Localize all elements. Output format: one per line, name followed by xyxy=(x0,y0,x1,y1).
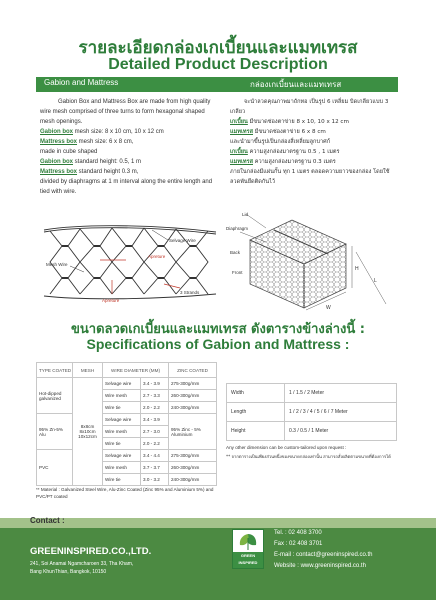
logo-text-inspired: INSPIRED xyxy=(238,560,258,565)
intro-en: Gabion Box and Mattress Box are made from high quality wire mesh comprised of three turns to form hexagonal shaped mesh openings. xyxy=(40,99,211,125)
dimension-label: Length xyxy=(227,403,285,422)
dimension-value: 1 / 2 / 3 / 4 / 5 / 6 / 7 Meter xyxy=(285,403,397,422)
strands-label: 3 Strands xyxy=(180,290,200,295)
gabion-mesh-text-th: มีขนาดช่องตาข่าย 8 x 10, 10 x 12 cm xyxy=(247,119,349,125)
gabion-mesh-label-th: เกเบี้ยน xyxy=(230,119,248,125)
mesh-diagram xyxy=(40,214,220,306)
shape-th: และนำมาขึ้นรูปเป็นกล่องสี่เหลี่ยมลูกบาศก์ xyxy=(230,139,331,145)
gabion-box-diagram xyxy=(226,212,398,312)
spec-diameter-cell: 3.4 - 3.9 xyxy=(141,414,169,426)
company-address-line1: 241, Soi Anamai Ngamcharoen 33, Tha Kham, xyxy=(30,561,134,567)
material-note: ** Material : Galvanized Steel Wire, Alu-Zinc Coated (Zinc 95% and Aluminium 5%) and PVC/PT coated xyxy=(36,487,214,499)
mattress-mesh-label-th: แมทเทรส xyxy=(230,129,253,135)
section-band-left: Gabion and Mattress xyxy=(44,78,119,87)
description-english xyxy=(40,97,218,197)
spec-diameter-cell: 2.7 - 3.3 xyxy=(141,390,169,402)
green-inspired-logo xyxy=(232,529,264,569)
mattress-mesh-text-th: มีขนาดช่องตาข่าย 6 x 8 cm xyxy=(253,129,326,135)
table-row xyxy=(227,403,397,422)
spec-zinc-cell: 275-300g/mm xyxy=(169,450,217,462)
spec-zinc-cell: 240-300g/mm xyxy=(169,402,217,414)
mesh-wire-label: Mesh Wire xyxy=(46,262,68,267)
spec-header-mesh: MESH xyxy=(73,363,103,378)
spec-wire-cell: Wire mesh xyxy=(103,390,141,402)
mattress-mesh-text-en: mesh size: 6 x 8 cm, xyxy=(77,139,134,145)
spec-header-row xyxy=(37,363,217,378)
description-thai xyxy=(230,97,398,187)
email-link[interactable]: E-mail : contact@greeninspired.co.th xyxy=(274,552,373,558)
spec-zinc-cell: 240-300g/mm xyxy=(169,474,217,486)
contact-label: Contact : xyxy=(30,516,65,525)
spec-zinc-cell: 275-300g/mm xyxy=(169,378,217,390)
table-row xyxy=(37,450,217,462)
box-w-label: W xyxy=(326,305,331,311)
dimension-note-thai: ** จากตารางเป็นเพียงส่วนหนึ่งของขนาดกล่องเท่านั้น สามารถสั่งผลิตตามขนาดที่ต้องการได้ xyxy=(226,454,391,459)
section-band xyxy=(36,77,398,92)
intro-th: จะนำลวดคุณภาพมาถักทอ เป็นรูป 6 เหลี่ยม บิดเกลียวแบบ 3 เกลียว xyxy=(230,99,389,115)
spec-wire-cell: Selvage wire xyxy=(103,450,141,462)
company-name: GREENINSPIRED.CO.,LTD. xyxy=(30,546,152,557)
box-lid-label: Lid xyxy=(242,212,249,217)
box-back-label: Back xyxy=(230,250,241,255)
spec-zinc-cell: 95% Zinc - 5% Aluminium xyxy=(169,414,217,450)
spec-wire-cell: Selvage wire xyxy=(103,378,141,390)
spec-zinc-cell: 260-300g/mm xyxy=(169,462,217,474)
dimension-value: 1 / 1.5 / 2 Meter xyxy=(285,384,397,403)
website-link[interactable]: Website : www.greeninspired.co.th xyxy=(274,563,366,569)
page-title-english: Detailed Product Description xyxy=(108,56,328,73)
mesh-size: 8x10cm xyxy=(79,429,96,434)
gabion-height-text-th: ความสูงกล่องมาตรฐาน 0.5 , 1 เมตร xyxy=(247,149,340,155)
dimension-label: Height xyxy=(227,422,285,441)
spec-mesh-cell xyxy=(73,378,103,486)
length-dimension xyxy=(356,252,386,304)
fax-number: Fax : 02 408 3701 xyxy=(274,541,323,547)
gabion-height-label-th: เกเบี้ยน xyxy=(230,149,248,155)
spec-diameter-cell: 2.0 - 2.2 xyxy=(141,402,169,414)
strands-marker xyxy=(164,284,180,288)
table-row xyxy=(37,414,217,426)
gabion-height-text-en: standard height: 0.5, 1 m xyxy=(73,159,142,165)
dimension-note-english: Any other dimension can be custom-tailored upon request : xyxy=(226,445,347,450)
table-row xyxy=(37,378,217,390)
spec-type-cell: 95% Zn-5% Alu xyxy=(37,414,73,450)
spec-diameter-cell: 3.4 - 3.9 xyxy=(141,378,169,390)
spec-diameter-cell: 3.7 - 3.7 xyxy=(141,462,169,474)
spec-wire-cell: Wire mesh xyxy=(103,462,141,474)
lid-leader xyxy=(246,214,266,228)
dimension-table xyxy=(226,383,397,441)
footer xyxy=(0,516,436,600)
diaphragm-en: divided by diaphragms at 1 m interval along the entire length and tied with wire. xyxy=(40,179,213,195)
spec-zinc-cell: 260-300g/mm xyxy=(169,390,217,402)
spec-wire-cell: Wire tie xyxy=(103,402,141,414)
spec-wire-cell: Selvage wire xyxy=(103,414,141,426)
mattress-height-text-en: standard height 0.3 m, xyxy=(77,169,139,175)
footer-accent-bar xyxy=(0,518,436,528)
shape-en: made in cube shaped xyxy=(40,149,98,155)
phone-number: Tel. : 02 408 3700 xyxy=(274,530,322,536)
logo-wordmark xyxy=(233,552,263,568)
table-row xyxy=(227,384,397,403)
page-title-thai: รายละเอียดกล่องเกเบี้ยนและแมทเทรส xyxy=(78,38,358,58)
mattress-height-label-en: Mattress box xyxy=(40,169,78,175)
gabion-mesh-text-en: mesh size: 8 x 10 cm, 10 x 12 cm xyxy=(73,129,164,135)
spec-header-zinc: ZINC COATED xyxy=(169,363,217,378)
spec-diameter-cell: 2.0 - 2.2 xyxy=(141,438,169,450)
mattress-height-text-th: ความสูงกล่องมาตรฐาน 0.3 เมตร xyxy=(253,159,336,165)
table-row xyxy=(227,422,397,441)
mattress-height-label-th: แมทเทรส xyxy=(230,159,253,165)
spec-diameter-cell: 2.7 - 3.0 xyxy=(141,426,169,438)
spec-header-type: TYPE COATED xyxy=(37,363,73,378)
diaphragm-th: ภายในกล่องมีแผ่นกั้น ทุก 1 เมตร ตลอดความยาวของกล่อง โดยใช้ลวดพันยึดติดกันไว้ xyxy=(230,169,390,185)
hexagonal-mesh-drawing xyxy=(44,226,216,299)
box-front-label: Front xyxy=(232,270,243,275)
selvage-wire-label: Selvage Wire xyxy=(169,238,196,243)
spec-wire-cell: Wire mesh xyxy=(103,426,141,438)
spec-type-cell: Hot-dipped galvanized xyxy=(37,378,73,414)
specs-heading-thai: ขนาดลวดเกเบี้ยนและแมทเทรส ดังตารางข้างล่างนี้ : xyxy=(71,322,365,337)
aperture-bottom-label: Apreture xyxy=(102,298,120,303)
dimension-value: 0.3 / 0.5 / 1 Meter xyxy=(285,422,397,441)
spec-wire-cell: Wire tie xyxy=(103,438,141,450)
gabion-height-label-en: Gabion box xyxy=(40,159,73,165)
box-diaphragm-label: Diaphragm xyxy=(226,226,249,231)
logo-text-green: GREEN xyxy=(240,553,256,558)
spec-header-diameter: WIRE DIAMETER (MM) xyxy=(103,363,169,378)
leaf-icon xyxy=(233,530,263,552)
spec-diameter-cell: 3.4 - 4.4 xyxy=(141,450,169,462)
section-band-right: กล่องเกเบี้ยนและแมทเทรส xyxy=(250,80,342,89)
mattress-mesh-label-en: Mattress box xyxy=(40,139,78,145)
contact-details xyxy=(274,528,372,572)
mesh-size: 10x12cm xyxy=(78,434,97,439)
mesh-wire-leader xyxy=(70,266,84,272)
specs-heading-english: Specifications of Gabion and Mattress : xyxy=(86,336,350,352)
spec-table xyxy=(36,362,217,486)
dimension-label: Width xyxy=(227,384,285,403)
gabion-mesh-label-en: Gabion box xyxy=(40,129,73,135)
spec-diameter-cell: 3.0 - 3.2 xyxy=(141,474,169,486)
box-h-label: H xyxy=(355,266,359,272)
company-address-line2: Bang KhunThian, Bangkok, 10150 xyxy=(30,569,107,575)
spec-wire-cell: Wire tie xyxy=(103,474,141,486)
box-l-label: L xyxy=(374,278,377,284)
selvage-wire-leader xyxy=(152,230,168,240)
spec-type-cell: PVC xyxy=(37,450,73,486)
mesh-size: 8x8cm xyxy=(80,424,95,429)
aperture-top-label: Apreture xyxy=(148,254,166,259)
